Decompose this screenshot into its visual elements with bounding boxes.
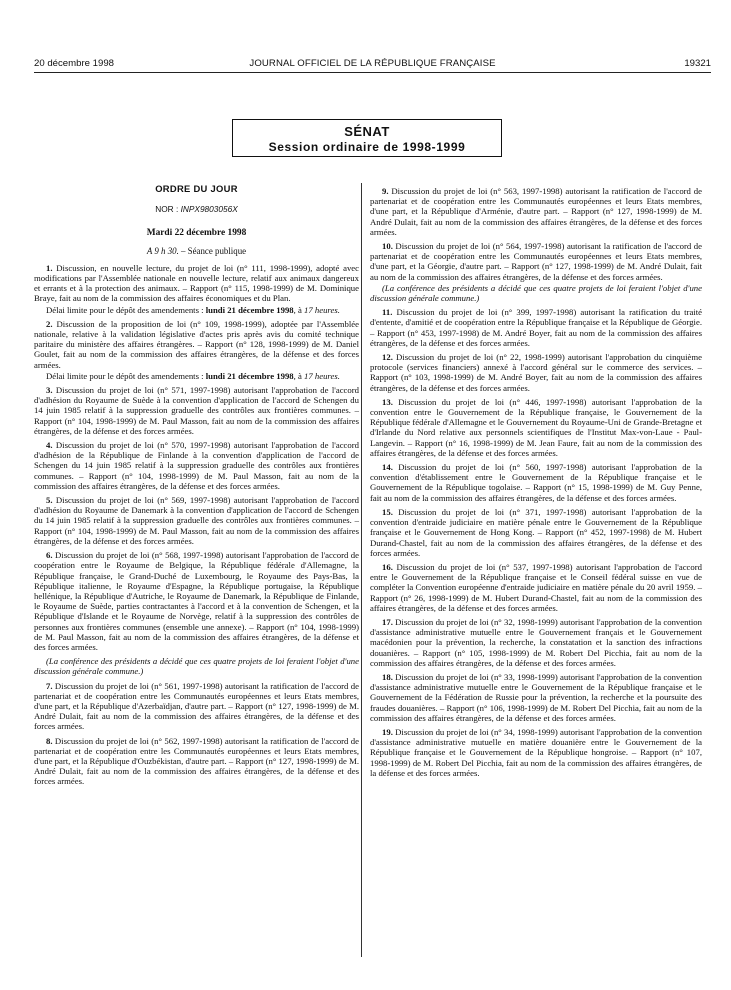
item-text: Discussion du projet de loi (n° 562, 1997-1998) autorisant la ratification de l'accord de partenariat et de coopération entre les Communautés européennes et leurs Etats membres, d'une part, et la République d'Ouzbékistan, d'autre part. – Rapport (n° 127, 1998-1999) de M. André Dulait, fait au nom de la commission des affaires étrangères, de la défense et des forces armées. xyxy=(34,735,359,787)
right-column xyxy=(370,186,702,782)
item-number: 19. xyxy=(382,726,393,737)
nor-code: INPX9803056X xyxy=(180,204,238,215)
column-divider xyxy=(361,183,362,957)
item-number: 9. xyxy=(382,186,389,196)
item-text: Discussion du projet de loi (n° 33, 1998-1999) autorisant l'approbation de la convention d'assistance administrative mutuelle entre le Gouvernement de la République française et le Gouvernement de la Fédération de Russie pour la prévention, la recherche et la poursuite des fraudes douanières. – Rapport (n° 106, 1998-1999) de M. Robert Del Picchia, fait au nom de la commission des affaires étrangères, de la défense et des forces armées. xyxy=(370,671,702,723)
item-number: 7. xyxy=(46,680,53,691)
seance-label: – Séance publique xyxy=(178,245,247,256)
agenda-item-13 xyxy=(370,397,702,458)
agenda-item-14 xyxy=(370,462,702,503)
item-text: Discussion du projet de loi (n° 22, 1998-1999) autorisant l'approbation du cinquième protocole (services financiers) annexé à l'accord général sur le commerce des services. – Rapport (n° 103, 1998-1999) de M. André Boyer, fait au nom de la commission des affaires étrangères, de la défense et des forces armées. xyxy=(370,352,702,393)
item-text: Discussion du projet de loi (n° 571, 1997-1998) autorisant l'approbation de l'accord d'adhésion du Royaume de Suède à la convention d'application de l'accord de Schengen du 14 juin 1985 relatif à la suppression graduelle des contrôles aux frontières communes. – Rapport (n° 104, 1998-1999) de M. Paul Masson, fait au nom de la commission des affaires étrangères, de la défense et des forces armées. xyxy=(34,385,359,436)
item-number: 5. xyxy=(46,495,53,506)
agenda-item-4 xyxy=(34,440,359,491)
seance-line xyxy=(34,246,359,256)
deadline-mid: , à xyxy=(293,370,305,381)
item-number: 12. xyxy=(382,352,393,363)
agenda-item-3 xyxy=(34,385,359,436)
senat-title-box xyxy=(232,119,502,157)
deadline-date: lundi 21 décembre 1998 xyxy=(205,370,294,381)
amendment-deadline-2 xyxy=(34,371,359,381)
agenda-item-17 xyxy=(370,617,702,668)
agenda-item-15 xyxy=(370,507,702,558)
item-number: 14. xyxy=(382,462,393,473)
item-text: Discussion du projet de loi (n° 560, 1997-1998) autorisant l'approbation de la convention d'établissement entre le Gouvernement de la République française et le Gouvernement de la République togolaise. – Rapport (n° 15, 1998-1999) de M. Guy Penne, fait au nom de la commission des affaires étrangères, de la défense et des forces armées. xyxy=(370,462,702,503)
agenda-item-9 xyxy=(370,186,702,237)
item-text: Discussion du projet de loi (n° 563, 1997-1998) autorisant la ratification de l'accord de partenariat et de coopération entre les Communautés européennes et leurs Etats membres, d'une part, et la République d'Arménie, d'autre part. – Rapport (n° 127, 1998-1999) de M. André Dulait, fait au nom de la commission des affaires étrangères, de la défense et des forces armées. xyxy=(370,186,702,237)
senat-title: SÉNAT xyxy=(344,124,390,139)
item-text: Discussion du projet de loi (n° 371, 1997-1998) autorisant l'approbation de la convention d'entraide judiciaire en matière pénale entre le Gouvernement de la République française et le Gouvernement de Hong Kong. – Rapport (n° 452, 1997-1998) de M. Hubert Durand-Chastel, fait au nom de la commission des affaires étrangères, de la défense et des forces armées. xyxy=(370,506,702,558)
item-number: 6. xyxy=(46,550,53,561)
deadline-date: lundi 21 décembre 1998 xyxy=(205,304,294,315)
agenda-item-16 xyxy=(370,562,702,613)
item-text: Discussion du projet de loi (n° 32, 1998-1999) autorisant l'approbation de la convention d'assistance administrative mutuelle entre le Gouvernement français et le Gouvernement macédonien pour la prévention, la recherche, la constatation et la sanction des infractions douanières. – Rapport (n° 105, 1998-1999) de M. Robert Del Picchia, fait au nom de la commission des affaires étrangères, de la défense et des forces armées. xyxy=(370,616,702,668)
item-text: Discussion du projet de loi (n° 399, 1997-1998) autorisant la ratification du traité d'entente, d'amitié et de coopération entre la République française et la République de Géorgie. – Rapport (n° 453, 1997-1998) de M. André Boyer, fait au nom de la commission des affaires étrangères, de la défense et des forces armées. xyxy=(370,307,702,348)
agenda-item-1 xyxy=(34,263,359,304)
item-number: 10. xyxy=(382,241,393,252)
item-number: 18. xyxy=(382,671,393,682)
item-text: Discussion du projet de loi (n° 446, 1997-1998) autorisant l'approbation de la convention entre le Gouvernement de la République française, le Gouvernement de la République fédérale d'Allemagne et le Gouvernement du Royaume-Uni de Grande-Bretagne et d'Irlande du Nord relative aux personnels scientifiques de l'Institut Max-von-Laue - Paul-Langevin. – Rapport (n° 16, 1998-1999) de M. Jean Faure, fait au nom de la commission des affaires étrangères, de la défense et des forces armées. xyxy=(370,396,702,458)
item-number: 3. xyxy=(46,385,53,396)
agenda-item-12 xyxy=(370,352,702,393)
deadline-time: 17 heures. xyxy=(304,370,340,381)
item-text: Discussion du projet de loi (n° 34, 1998-1999) autorisant l'approbation de la convention d'assistance administrative mutuelle en matière douanière entre le Gouvernement de la République française et le Gouvernement de la République hongroise. – Rapport (n° 107, 1998-1999) de M. Robert Del Picchia, fait au nom de la commission des affaires étrangères, de la défense et des forces armées. xyxy=(370,726,702,778)
session-title: Session ordinaire de 1998-1999 xyxy=(268,140,466,154)
item-number: 8. xyxy=(46,735,53,746)
deadline-prefix: Délai limite pour le dépôt des amendements : xyxy=(46,370,206,381)
nor-label: NOR : xyxy=(155,204,179,215)
agenda-item-2 xyxy=(34,319,359,370)
item-text: Discussion du projet de loi (n° 564, 1997-1998) autorisant la ratification de l'accord de partenariat et de coopération entre les Communautés européennes et leurs Etats membres, d'une part, et la Géorgie, d'autre part. – Rapport (n° 127, 1998-1999) de M. André Dulait, fait au nom de la commission des affaires étrangères, de la défense et des forces armées. xyxy=(370,241,702,282)
item-number: 16. xyxy=(382,561,393,572)
item-text: Discussion du projet de loi (n° 569, 1997-1998) autorisant l'approbation de l'accord d'adhésion du Royaume de Danemark à la convention d'application de l'accord de Schengen du 14 juin 1985 relatif à la suppression graduelle des contrôles aux frontières communes. – Rapport (n° 104, 1998-1999) de M. Paul Masson, fait au nom de la commission des affaires étrangères, de la défense et des forces armées. xyxy=(34,495,359,546)
item-number: 4. xyxy=(46,440,53,451)
deadline-prefix: Délai limite pour le dépôt des amendements : xyxy=(46,304,206,315)
agenda-item-18 xyxy=(370,672,702,723)
ordre-du-jour-heading: ORDRE DU JOUR xyxy=(155,183,238,194)
agenda-item-8 xyxy=(34,736,359,787)
item-text: Discussion du projet de loi (n° 537, 1997-1998) autorisant l'approbation de l'accord entre le Gouvernement de la République française et le Conseil fédéral suisse en vue de compléter la Convention européenne d'entraide judiciaire en matière pénale du 20 avril 1959. – Rapport (n° 26, 1998-1999) de M. Hubert Durand-Chastel, fait au nom de la commission des affaires étrangères, de la défense et des forces armées. xyxy=(370,561,702,613)
item-number: 13. xyxy=(382,396,393,407)
header-date: 20 décembre 1998 xyxy=(34,58,115,69)
seance-time: A 9 h 30. xyxy=(146,245,179,256)
agenda-item-7 xyxy=(34,681,359,732)
nor-reference xyxy=(34,204,359,214)
item-text: Discussion de la proposition de loi (n° 109, 1998-1999), adoptée par l'Assemblée nationale, relative à la validation législative d'actes pris après avis du comité technique paritaire du ministère des affaires étrangères. – Rapport (n° 128, 1998-1999) de M. Daniel Goulet, fait au nom de la commission des affaires étrangères, de la défense et des forces armées. xyxy=(34,318,359,370)
item-number: 15. xyxy=(382,506,393,517)
agenda-item-6 xyxy=(34,550,359,652)
item-text: Discussion, en nouvelle lecture, du projet de loi (n° 111, 1998-1999), adopté avec modifications par l'Assemblée nationale en nouvelle lecture, relatif aux animaux dangereux et errants et à la protection des animaux. – Rapport (n° 115, 1998-1999) de M. Dominique Braye, fait au nom de la commission des affaires économiques et du Plan. xyxy=(34,262,359,304)
agenda-item-5 xyxy=(34,495,359,546)
item-number: 17. xyxy=(382,616,393,627)
header-rule xyxy=(34,72,711,73)
agenda-item-11 xyxy=(370,307,702,348)
sitting-date: Mardi 22 décembre 1998 xyxy=(146,228,247,239)
header-journal-title: JOURNAL OFFICIEL DE LA RÉPUBLIQUE FRANÇAISE xyxy=(249,58,496,69)
deadline-time: 17 heures. xyxy=(304,304,340,315)
left-column xyxy=(34,184,359,791)
item-text: Discussion du projet de loi (n° 568, 1997-1998) autorisant l'approbation de l'accord de coopération entre le Royaume de Belgique, la République fédérale d'Allemagne, la République française, le Grand-Duché de Luxembourg, le Royaume des Pays-Bas, la République italienne, le Royaume d'Espagne, la République portugaise, la République hellénique, la République d'Autriche, le Royaume de Danemark, la République de Finlande, le Royaume de Suède, parties contractantes à l'accord et à la convention de Schengen, et la République d'Islande et le Royaume de Norvège, relatif à la suppression des contrôles de personnes aux frontières communes (ensemble une annexe). – Rapport (n° 104, 1998-1999) de M. Paul Masson, fait au nom de la commission des affaires étrangères, de la défense et des forces armées. xyxy=(34,550,359,652)
item-number: 2. xyxy=(46,318,53,329)
deadline-mid: , à xyxy=(293,304,305,315)
item-number: 11. xyxy=(382,307,393,318)
agenda-item-10 xyxy=(370,241,702,282)
agenda-item-19 xyxy=(370,727,702,778)
amendment-deadline-1 xyxy=(34,305,359,315)
item-text: Discussion du projet de loi (n° 570, 1997-1998) autorisant l'approbation de l'accord d'adhésion de la République de Finlande à la convention d'application de l'accord de Schengen du 14 juin 1985 relatif à la suppression graduelle des contrôles aux frontières communes. – Rapport (n° 104, 1998-1999) de M. Paul Masson, fait au nom de la commission des affaires étrangères, de la défense et des forces armées. xyxy=(34,440,359,491)
header-page-number: 19321 xyxy=(684,58,711,69)
conference-note-left: (La conférence des présidents a décidé que ces quatre projets de loi feraient l'objet d'une discussion générale commune.) xyxy=(34,656,359,677)
conference-note-right: (La conférence des présidents a décidé que ces quatre projets de loi feraient l'objet d'une discussion générale commune.) xyxy=(370,282,702,304)
item-text: Discussion du projet de loi (n° 561, 1997-1998) autorisant la ratification de l'accord de partenariat et de coopération entre les Communautés européennes et leurs Etats membres, d'une part, et la République d'Azerbaïdjan, d'autre part. – Rapport (n° 127, 1998-1999) de M. André Dulait, fait au nom de la commission des affaires étrangères, de la défense et des forces armées. xyxy=(34,680,359,732)
item-number: 1. xyxy=(46,262,53,273)
